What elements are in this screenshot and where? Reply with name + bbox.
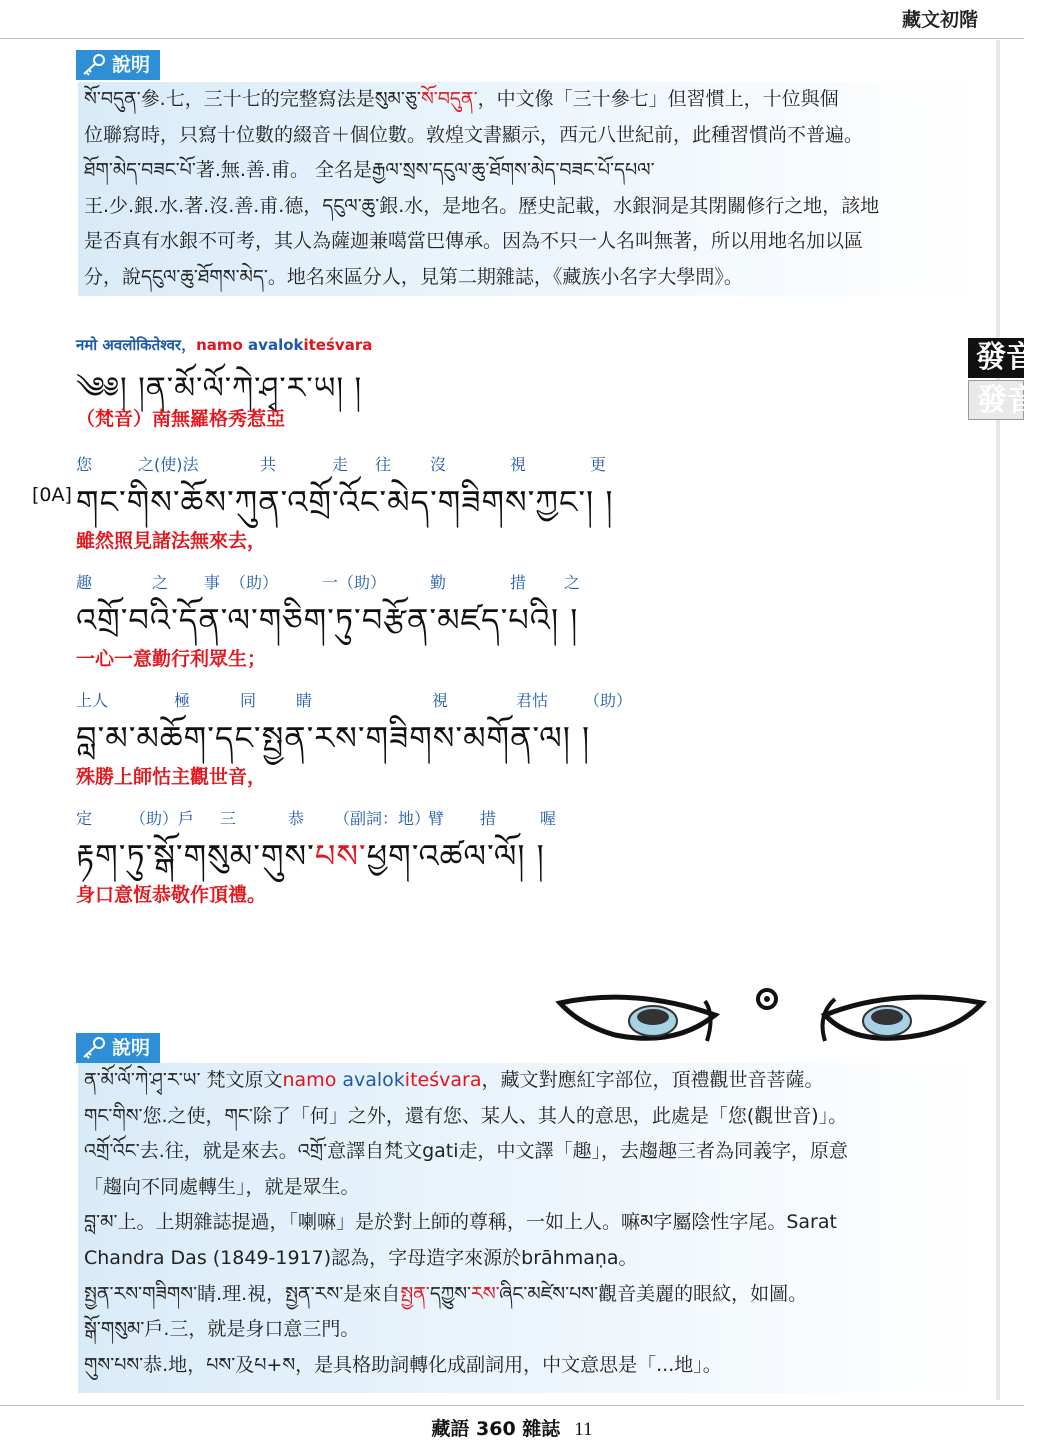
verse-tibetan: བླ་མ་མཆོག་དང་སྤྱན་རས་གཟིགས་མགོན་ལ། ། xyxy=(76,719,591,757)
gloss-word: 往 xyxy=(375,455,392,474)
gloss-word: 事 xyxy=(204,573,221,592)
note-segment: སྤྱན་ xyxy=(400,1282,430,1305)
gloss-word: （助）戶 xyxy=(130,809,195,828)
verse-chinese: 殊勝上師怙主觀世音， xyxy=(76,766,267,788)
gloss-line xyxy=(76,452,956,478)
magazine-name: 藏語 360 雜誌 xyxy=(431,1418,561,1440)
note-segment: ，藏文對應紅字部位，頂禮觀世音菩薩。 xyxy=(481,1069,824,1091)
note-line xyxy=(84,118,979,154)
note-segment: namo xyxy=(282,1069,343,1091)
gloss-word: 之(使)法 xyxy=(138,455,199,474)
note-line xyxy=(84,153,979,189)
gloss-line xyxy=(76,806,956,832)
note-line xyxy=(84,260,979,296)
note-segment: སྤྱན་རས་གཟིགས་睛.理.視，སྤྱན་རས་是來自 xyxy=(84,1282,401,1305)
gloss-word: 視 xyxy=(432,691,449,710)
note-line xyxy=(84,1099,979,1135)
gloss-word: 走 xyxy=(332,455,349,474)
page-header xyxy=(0,0,1024,39)
note-body xyxy=(84,1063,979,1383)
gloss-word: （助） xyxy=(584,691,633,710)
note-segment: རས་ xyxy=(471,1282,500,1305)
gloss-word: 您 xyxy=(76,455,93,474)
gloss-word: 恭 xyxy=(288,809,305,828)
tibetan-segment: ཕྱག་འཚལ་ལོ། ། xyxy=(366,837,545,875)
verse-chinese: 身口意恆恭敬作頂禮。 xyxy=(76,884,267,906)
gloss-word: 共 xyxy=(260,455,277,474)
latin-red: iteśvara xyxy=(303,336,373,354)
tibetan-segment-red: པས་ xyxy=(314,837,367,875)
note-segment: སྒོ་གསུམ་戶.三，就是身口意三門。 xyxy=(84,1318,360,1341)
note-segment: དཀྱུས་ xyxy=(429,1282,472,1305)
gloss-word: 視 xyxy=(510,455,527,474)
devanagari-text: नमो अवलोकितेश्वर， xyxy=(76,336,197,354)
gloss-word: （副詞：地） xyxy=(334,809,431,828)
sanskrit-heading xyxy=(76,334,372,355)
note-segment: སོ་བདུན་ xyxy=(420,88,478,110)
note-badge xyxy=(76,1033,160,1063)
gloss-word: 更 xyxy=(590,455,607,474)
gloss-word: （助） xyxy=(230,573,279,592)
note-line xyxy=(84,224,979,260)
note-body xyxy=(84,82,979,296)
gloss-word: 喔 xyxy=(540,809,557,828)
tibetan-segment: རྟག་ཏུ་སྒོ་གསུམ་གུས་ xyxy=(76,837,315,875)
gloss-word: 臂 xyxy=(428,809,445,828)
gloss-word: 睛 xyxy=(296,691,313,710)
gloss-word: 定 xyxy=(76,809,93,828)
verse-chinese: 雖然照見諸法無來去， xyxy=(76,530,267,552)
note-segment: ，中文像「三十參七」但習慣上，十位與個 xyxy=(477,88,839,110)
note-segment: 是否真有水銀不可考，其人為薩迦兼噶當巴傳承。因為不只一人名叫無著，所以用地名加以區 xyxy=(84,230,864,253)
gloss-word: 之 xyxy=(152,573,169,592)
right-margin-rule xyxy=(996,40,1000,1400)
note-line xyxy=(84,1277,979,1313)
note-line xyxy=(84,189,979,225)
gloss-line xyxy=(76,688,956,714)
mantra-tibetan: ༄༅། །ན་མོ་ལོ་ཀེ་ཤྭ་ར་ཡ། ། xyxy=(76,371,363,406)
mantra-chinese: （梵音）南無羅格秀惹亞 xyxy=(76,408,286,430)
note-line xyxy=(84,1348,979,1384)
explanation-note xyxy=(78,82,981,296)
note-badge xyxy=(76,50,160,80)
note-segment: Chandra Das (1849-1917)認為，字母造字來源於brāhmaṇa。 xyxy=(84,1246,638,1269)
note-segment: 位聯寫時，只寫十位數的綴音＋個位數。敦煌文書顯示，西元八世紀前，此種習慣尚不普遍。 xyxy=(84,123,864,146)
key-icon xyxy=(80,1036,106,1060)
note-segment: སོ་བདུན་參.七，三十七的完整寫法是སུམ་ཅུ་ xyxy=(84,88,421,110)
key-icon xyxy=(80,53,106,77)
gloss-word: 同 xyxy=(240,691,257,710)
verse-tibetan: འགྲོ་བའི་དོན་ལ་གཅིག་ཏུ་བརྩོན་མཛད་པའི། ། xyxy=(76,601,579,639)
note-line xyxy=(84,1312,979,1348)
note-line xyxy=(84,1170,979,1206)
note-line xyxy=(84,1205,979,1241)
note-segment: iteśvara xyxy=(404,1069,482,1091)
note-line xyxy=(84,1134,979,1170)
verse-tibetan: གང་གིས་ཆོས་ཀུན་འགྲོ་འོང་མེད་གཟིགས་ཀྱང་། ། xyxy=(76,483,614,521)
verse-tibetan xyxy=(76,832,956,880)
verse-3 xyxy=(76,688,956,792)
note-segment: གུས་པས་恭.地，པས་及པ+ས，是具格助詞轉化成副詞用，中文意思是「...地」。 xyxy=(84,1353,722,1376)
latin-blue: avalok xyxy=(248,336,304,354)
avalokiteshvara-eyes-illustration xyxy=(555,985,987,1065)
verse-1 xyxy=(76,452,956,556)
explanation-note xyxy=(78,1063,981,1393)
note-segment: 王.少.銀.水.著.沒.善.甫.德，དངུལ་ཆུ་銀.水，是地名。歷史記載，水銀洞是其閉關修行之地，該地 xyxy=(84,194,880,217)
note-line xyxy=(84,1063,979,1099)
page-footer xyxy=(0,1414,1024,1441)
note-badge-label: 說明 xyxy=(112,1037,151,1059)
side-tab-pronunciation-shadow: 發音 xyxy=(968,380,1024,420)
note-segment: ཐོག་མེད་བཟང་པོ་著.無.善.甫。 全名是རྒྱལ་སྲས་དངུལ་ཆུ་ཐོགས་མེད་བཟང་པོ་དཔལ་ xyxy=(84,159,655,182)
note-badge-label: 說明 xyxy=(112,54,151,76)
note-segment: ཞིང་མཛེས་པས་觀音美麗的眼紋，如圖。 xyxy=(499,1282,808,1305)
gloss-word: 上人 xyxy=(76,691,109,710)
gloss-word: 極 xyxy=(174,691,191,710)
note-line xyxy=(84,82,979,118)
verse-4 xyxy=(76,806,956,910)
note-line xyxy=(84,1241,979,1277)
side-tab-pronunciation[interactable]: 發音 xyxy=(968,338,1024,378)
gloss-word: 三 xyxy=(220,809,237,828)
verse-2 xyxy=(76,570,956,674)
note-segment: avalok xyxy=(342,1069,405,1091)
gloss-word: 措 xyxy=(510,573,527,592)
gloss-word: 措 xyxy=(480,809,497,828)
note-segment: བླ་མ་上。上期雜誌提過，「喇嘛」是於對上師的尊稱，一如上人。嘛མ字屬陰性字尾。Sarat xyxy=(84,1211,837,1234)
gloss-word: 君怙 xyxy=(516,691,549,710)
note-segment: 「趨向不同處轉生」，就是眾生。 xyxy=(84,1175,360,1198)
gloss-word: 勤 xyxy=(430,573,447,592)
gloss-line xyxy=(76,570,956,596)
gloss-word: 沒 xyxy=(430,455,447,474)
note-segment: གང་གིས་您.之使，གང་除了「何」之外，還有您、某人、其人的意思，此處是「您(觀世音)」。 xyxy=(84,1104,848,1127)
note-segment: 分，說དངུལ་ཆུ་ཐོགས་མེད་。地名來區分人，見第二期雜誌，《藏族小名字大學問》。 xyxy=(84,265,743,288)
note-segment: འགྲོ་འོང་去.往，就是來去。འགྲོ་意譯自梵文gati走，中文譯「趣」，去趨趣三者為同義字，原意 xyxy=(84,1140,848,1163)
verse-label: [0A] xyxy=(32,484,72,506)
header-title: 藏文初階 xyxy=(901,9,978,31)
note-segment: ན་མོ་ལོ་ཀེ་ཤྭ་ར་ཡ་ 梵文原文 xyxy=(84,1069,283,1091)
page-number: 11 xyxy=(574,1419,593,1440)
verse-chinese: 一心一意勤行利眾生； xyxy=(76,648,267,670)
gloss-word: 之 xyxy=(564,573,581,592)
latin-prefix: namo xyxy=(196,336,249,354)
gloss-word: 趣 xyxy=(76,573,93,592)
gloss-word: 一（助） xyxy=(322,573,387,592)
footer-rule xyxy=(0,1405,1024,1406)
